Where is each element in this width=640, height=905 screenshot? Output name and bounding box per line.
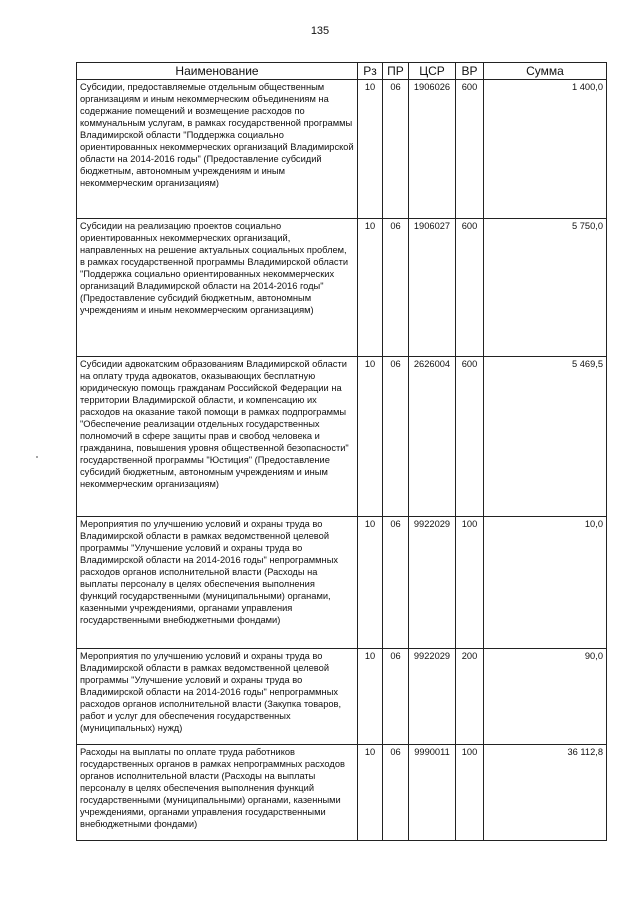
- table-row: [77, 219, 607, 357]
- row-csr: 2626004: [409, 357, 456, 517]
- row-rz: 10: [358, 517, 383, 649]
- row-name: Субсидии адвокатским образованиям Владимирской области на оплату труда адвокатов, оказывающих бесплатную юридическую помощь гражданам Российской Федерации на территории Владимирской области, и компенсацию их расходов на оказание такой помощи в рамках подпрограммы "Обеспечение реализации отдельных государственных полномочий в сфере защиты прав и свобод человека и гражданина, повышения уровня общественной безопасности" государственной программы "Юстиция" (Предоставление субсидий бюджетным, автономным учреждениям и иным некоммерческим организациям): [77, 357, 358, 517]
- row-pr: 06: [383, 517, 409, 649]
- row-vr: 600: [456, 219, 484, 357]
- row-vr: 200: [456, 649, 484, 745]
- row-sum: 5 750,0: [484, 219, 607, 357]
- row-name: Расходы на выплаты по оплате труда работников государственных органов в рамках непрограммных расходов органов исполнительной власти (Расходы на выплаты персоналу в целях обеспечения выполнения функций государственными (муниципальными) органами, казенными учреждениями, органами управления государственными внебюджетными фондами): [77, 745, 358, 841]
- header-name: Наименование: [77, 63, 358, 80]
- row-sum: 36 112,8: [484, 745, 607, 841]
- row-rz: 10: [358, 357, 383, 517]
- row-name: Мероприятия по улучшению условий и охраны труда во Владимирской области в рамках ведомственной целевой программы "Улучшение условий и охраны труда во Владимирской области на 2014-2016 годы" непрограммных расходов органов исполнительной власти (Закупка товаров, работ и услуг для обеспечения государственных (муниципальных) нужд): [77, 649, 358, 745]
- row-name: Субсидии на реализацию проектов социально ориентированных некоммерческих организаций, направленных на решение актуальных социальных проблем, в рамках государственной программы Владимирской области "Поддержка социально ориентированных некоммерческих организаций Владимирской области на 2014-2016 годы" (Предоставление субсидий бюджетным, автономным учреждениям и иным некоммерческим организациям): [77, 219, 358, 357]
- table-row: [77, 649, 607, 745]
- row-sum: 90,0: [484, 649, 607, 745]
- row-csr: 9922029: [409, 649, 456, 745]
- row-csr: 9922029: [409, 517, 456, 649]
- page-number: 135: [310, 25, 330, 37]
- header-rz: Рз: [358, 63, 383, 80]
- row-pr: 06: [383, 745, 409, 841]
- row-name: Субсидии, предоставляемые отдельным общественным организациям и иным некоммерческим объединениям на содержание помещений и возмещение расходов по коммунальным услугам, в рамках государственной программы Владимирской области "Поддержка социально ориентированных некоммерческих организаций Владимирской области на 2014-2016 годы" (Предоставление субсидий бюджетным, автономным учреждениям и иным некоммерческим организациям): [77, 80, 358, 219]
- row-sum: 1 400,0: [484, 80, 607, 219]
- budget-table: [76, 62, 607, 841]
- table-row: [77, 745, 607, 841]
- row-csr: 1906026: [409, 80, 456, 219]
- row-pr: 06: [383, 649, 409, 745]
- row-sum: 10,0: [484, 517, 607, 649]
- header-pr: ПР: [383, 63, 409, 80]
- row-vr: 100: [456, 745, 484, 841]
- table-row: [77, 517, 607, 649]
- row-pr: 06: [383, 357, 409, 517]
- row-rz: 10: [358, 745, 383, 841]
- header-sum: Сумма: [484, 63, 607, 80]
- header-row: [77, 63, 607, 80]
- row-vr: 600: [456, 80, 484, 219]
- row-csr: 1906027: [409, 219, 456, 357]
- table-row: [77, 80, 607, 219]
- row-name: Мероприятия по улучшению условий и охраны труда во Владимирской области в рамках ведомственной целевой программы "Улучшение условий и охраны труда во Владимирской области на 2014-2016 годы" непрограммных расходов органов исполнительной власти (Расходы на выплаты персоналу в целях обеспечения выполнения функций государственными (муниципальными) органами, казенными учреждениями, органами управления государственными внебюджетными фондами): [77, 517, 358, 649]
- row-pr: 06: [383, 80, 409, 219]
- row-pr: 06: [383, 219, 409, 357]
- header-csr: ЦСР: [409, 63, 456, 80]
- row-vr: 100: [456, 517, 484, 649]
- header-vr: ВР: [456, 63, 484, 80]
- row-csr: 9990011: [409, 745, 456, 841]
- row-rz: 10: [358, 649, 383, 745]
- row-sum: 5 469,5: [484, 357, 607, 517]
- table-row: [77, 357, 607, 517]
- row-vr: 600: [456, 357, 484, 517]
- scan-artifact: [36, 456, 38, 458]
- row-rz: 10: [358, 219, 383, 357]
- row-rz: 10: [358, 80, 383, 219]
